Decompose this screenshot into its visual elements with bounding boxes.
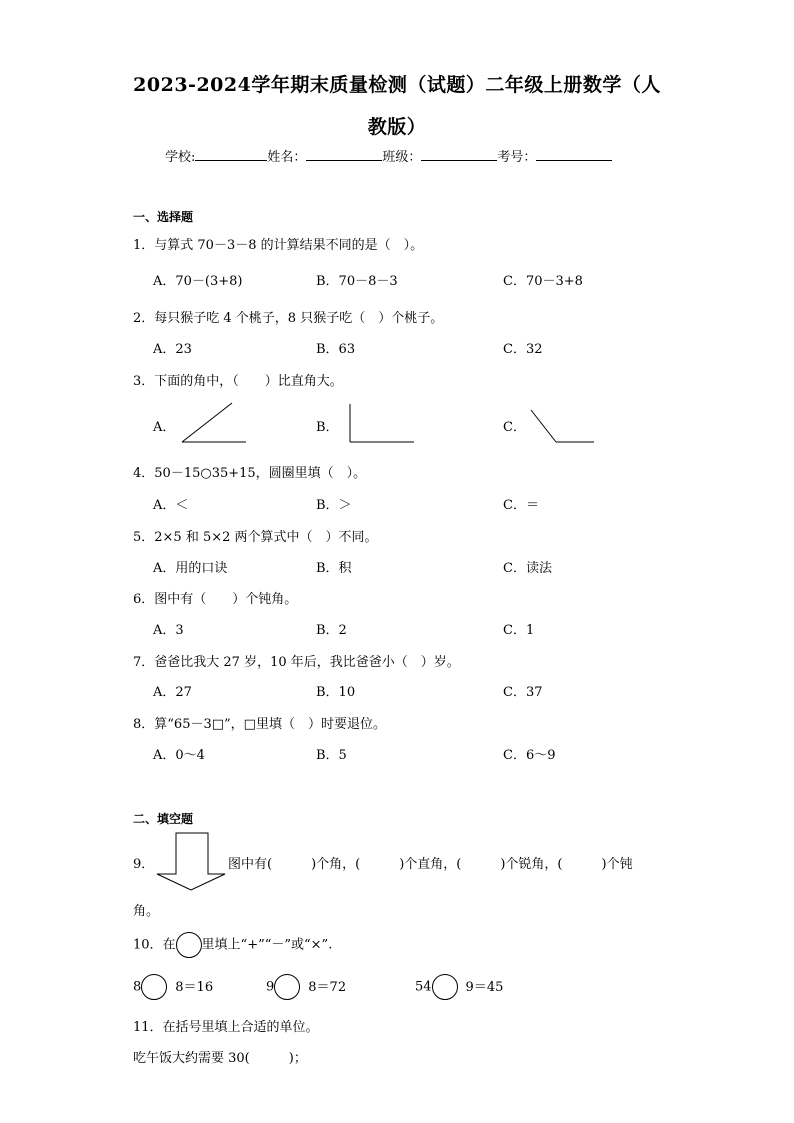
- school-blank[interactable]: [195, 148, 267, 161]
- question-9: 图中有( )个角，( )个直角，( )个锐角，( )个钝: [228, 857, 633, 872]
- question-10: [133, 932, 332, 958]
- obtuse-angle-figure: [528, 406, 598, 446]
- section-title-fill-in: 二、填空题: [133, 812, 194, 826]
- q9-number: 9．: [133, 857, 155, 872]
- q5-option-b[interactable]: B．积: [316, 561, 352, 576]
- right-angle-figure: [346, 402, 418, 446]
- eq2-right: 8＝72: [308, 979, 347, 995]
- acute-angle-figure: [178, 400, 250, 446]
- name-blank[interactable]: [306, 148, 382, 161]
- question-8: 8．算“65－3□”，□里填（ ）时要退位。: [133, 717, 386, 732]
- q2-option-a[interactable]: A．23: [153, 342, 192, 357]
- question-3: 3．下面的角中，（ ）比直角大。: [133, 374, 343, 389]
- q10-prefix: 10．在: [133, 937, 176, 953]
- q8-option-b[interactable]: B．5: [316, 748, 347, 763]
- page-title-continued: 教版）: [367, 116, 427, 138]
- eq3-operator-circle[interactable]: [432, 974, 458, 1000]
- question-1: 1．与算式 70－3－8 的计算结果不同的是（ ）。: [133, 238, 424, 253]
- q2-option-b[interactable]: B．63: [316, 342, 356, 357]
- section-title-choice: 一、选择题: [133, 210, 194, 224]
- q6-option-b[interactable]: B．2: [316, 623, 347, 638]
- class-label: 班级：: [382, 150, 422, 165]
- eq1-operator-circle[interactable]: [141, 974, 167, 1000]
- down-arrow-figure: [154, 832, 228, 892]
- sample-circle: [176, 932, 202, 958]
- q10-equation-2: [266, 974, 346, 1000]
- eq3-right: 9＝45: [465, 979, 504, 995]
- q1-option-c[interactable]: C．70－3+8: [503, 274, 583, 289]
- question-7: 7．爸爸比我大 27 岁，10 年后，我比爸爸小（ ）岁。: [133, 655, 460, 670]
- q4-option-c[interactable]: C．＝: [503, 498, 539, 513]
- q8-option-a[interactable]: A．0～4: [153, 748, 205, 763]
- name-label: 姓名：: [267, 150, 307, 165]
- q7-option-c[interactable]: C．37: [503, 685, 543, 700]
- eq2-left: 9: [266, 979, 275, 995]
- q8-option-c[interactable]: C．6～9: [503, 748, 556, 763]
- q3-option-c[interactable]: C．: [503, 420, 526, 435]
- question-9-continued: 角。: [133, 904, 160, 919]
- q6-option-c[interactable]: C．1: [503, 623, 535, 638]
- question-5: 5．2×5 和 5×2 两个算式中（ ）不同。: [133, 530, 378, 545]
- class-blank[interactable]: [421, 148, 497, 161]
- exam-number-blank[interactable]: [536, 148, 612, 161]
- school-label: 学校:: [165, 150, 196, 165]
- question-6: 6．图中有（ ）个钝角。: [133, 592, 298, 607]
- eq2-operator-circle[interactable]: [274, 974, 300, 1000]
- eq1-right: 8＝16: [175, 979, 214, 995]
- q1-option-a[interactable]: A．70－(3+8): [153, 274, 243, 289]
- q3-option-b[interactable]: B．: [316, 420, 339, 435]
- q4-option-a[interactable]: A．＜: [153, 498, 189, 513]
- question-2: 2．每只猴子吃 4 个桃子，8 只猴子吃（ ）个桃子。: [133, 311, 444, 326]
- page-title: 2023-2024学年期末质量检测（试题）二年级上册数学（人: [133, 74, 661, 96]
- q10-suffix: 里填上“+”“－”或“×”.: [201, 937, 333, 953]
- eq3-left: 54: [415, 979, 432, 995]
- q11-line-1: 吃午饭大约需要 30( )；: [133, 1051, 307, 1066]
- q10-equation-1: [133, 974, 213, 1000]
- q10-equation-3: [415, 974, 503, 1000]
- q4-option-b[interactable]: B．＞: [316, 498, 352, 513]
- q6-option-a[interactable]: A．3: [153, 623, 184, 638]
- q5-option-a[interactable]: A．用的口诀: [153, 561, 228, 576]
- q7-option-b[interactable]: B．10: [316, 685, 356, 700]
- question-4: 4．50－15○35+15，圆圈里填（ ）。: [133, 466, 367, 481]
- q3-option-a[interactable]: A．: [153, 420, 176, 435]
- question-11: 11．在括号里填上合适的单位。: [133, 1020, 319, 1035]
- student-info-row: [165, 146, 612, 165]
- eq1-left: 8: [133, 979, 142, 995]
- q2-option-c[interactable]: C．32: [503, 342, 543, 357]
- q1-option-b[interactable]: B．70－8－3: [316, 274, 398, 289]
- q5-option-c[interactable]: C．读法: [503, 561, 552, 576]
- q7-option-a[interactable]: A．27: [153, 685, 192, 700]
- exam-number-label: 考号：: [497, 150, 537, 165]
